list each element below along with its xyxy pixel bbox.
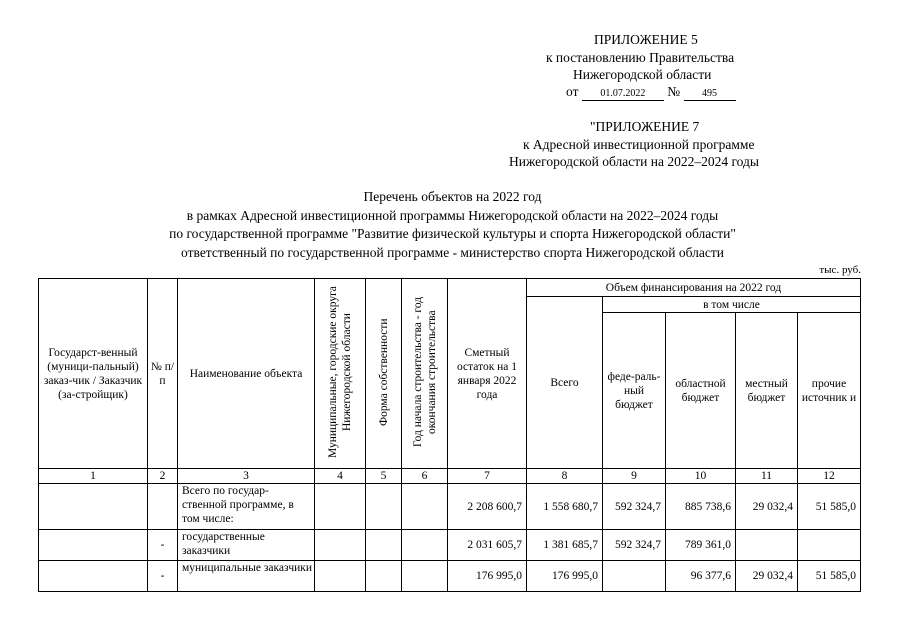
cell-total: 1 558 680,7 [527, 484, 603, 530]
col-num: 8 [527, 469, 603, 484]
cell-municipality [315, 484, 366, 530]
cell-regional: 96 377,6 [666, 561, 736, 592]
cell-customer [39, 561, 148, 592]
col-num: 3 [178, 469, 315, 484]
header-federal: феде-раль-ный бюджет [603, 313, 666, 469]
table-row [39, 561, 861, 592]
cell-name: муниципальные заказчики [178, 561, 315, 592]
cell-ownership [366, 561, 402, 592]
header-funding: Объем финансирования на 2022 год [527, 279, 861, 297]
column-numbers-row [39, 469, 861, 484]
cell-federal: 592 324,7 [603, 530, 666, 561]
cell-total: 176 995,0 [527, 561, 603, 592]
header-municipality: Муниципальные, городские округа Нижегородской области [315, 279, 366, 469]
header-estimate: Сметный остаток на 1 января 2022 года [448, 279, 527, 469]
appendix7-title: "ПРИЛОЖЕНИЕ 7 [590, 119, 700, 134]
col-num: 1 [39, 469, 148, 484]
appendix5-date-line [566, 83, 736, 101]
number-sign: № [667, 84, 681, 99]
cell-estimate: 2 208 600,7 [448, 484, 527, 530]
cell-customer [39, 484, 148, 530]
col-num: 2 [148, 469, 178, 484]
header-local: местный бюджет [736, 313, 798, 469]
header-npp: № п/п [148, 279, 178, 469]
appendix5-title: ПРИЛОЖЕНИЕ 5 [594, 32, 698, 47]
cell-name: Всего по государ-ственной программе, в том числе: [178, 484, 315, 530]
header-regional: областной бюджет [666, 313, 736, 469]
header-total: Всего [527, 297, 603, 469]
col-num: 10 [666, 469, 736, 484]
cell-regional: 789 361,0 [666, 530, 736, 561]
cell-estimate: 176 995,0 [448, 561, 527, 592]
cell-other [798, 530, 861, 561]
cell-municipality [315, 561, 366, 592]
col-num: 9 [603, 469, 666, 484]
heading-line4: ответственный по государственной программе - министерство спорта Нижегородской области [181, 244, 724, 260]
appendix5-line2: Нижегородской области [573, 67, 712, 82]
cell-npp: - [148, 561, 178, 592]
units-label: тыс. руб. [819, 264, 861, 276]
appendix5-line1: к постановлению Правительства [546, 49, 735, 65]
cell-local [736, 530, 798, 561]
cell-municipality [315, 530, 366, 561]
header-row-1 [39, 279, 861, 297]
heading-line3: по государственной программе "Развитие физической культуры и спорта Нижегородской области" [169, 226, 736, 241]
cell-regional: 885 738,6 [666, 484, 736, 530]
cell-ownership [366, 530, 402, 561]
cell-years [402, 530, 448, 561]
col-num: 5 [366, 469, 402, 484]
cell-federal: 592 324,7 [603, 484, 666, 530]
cell-npp [148, 484, 178, 530]
header-other: прочие источник и [798, 313, 861, 469]
col-num: 12 [798, 469, 861, 484]
appendix7-line2: Нижегородской области на 2022–2024 годы [509, 154, 759, 169]
heading-line2: в рамках Адресной инвестиционной программы Нижегородской области на 2022–2024 годы [186, 207, 719, 223]
col-num: 11 [736, 469, 798, 484]
col-num: 7 [448, 469, 527, 484]
cell-name: государственные заказчики [178, 530, 315, 561]
cell-years [402, 561, 448, 592]
cell-estimate: 2 031 605,7 [448, 530, 527, 561]
objects-table [38, 278, 861, 592]
cell-total: 1 381 685,7 [527, 530, 603, 561]
header-ownership: Форма собственности [366, 279, 402, 469]
cell-other: 51 585,0 [798, 561, 861, 592]
header-customer: Государст-венный (муници-пальный) заказ-чик / Заказчик (за-стройщик) [39, 279, 148, 469]
table-row [39, 530, 861, 561]
table-row [39, 484, 861, 530]
cell-federal [603, 561, 666, 592]
cell-local: 29 032,4 [736, 484, 798, 530]
from-label: от [566, 84, 579, 99]
col-num: 4 [315, 469, 366, 484]
list-heading [0, 188, 905, 262]
heading-line1: Перечень объектов на 2022 год [363, 189, 542, 204]
cell-customer [39, 530, 148, 561]
header-years: Год начала строительства - год окончания строительства [402, 279, 448, 469]
cell-years [402, 484, 448, 530]
resolution-number: 495 [684, 88, 736, 101]
col-num: 6 [402, 469, 448, 484]
cell-ownership [366, 484, 402, 530]
appendix7-line1: к Адресной инвестиционной программе [523, 136, 755, 152]
resolution-date: 01.07.2022 [582, 88, 664, 101]
cell-local: 29 032,4 [736, 561, 798, 592]
cell-other: 51 585,0 [798, 484, 861, 530]
header-including: в том числе [603, 297, 861, 313]
cell-npp: - [148, 530, 178, 561]
header-name: Наименование объекта [178, 279, 315, 469]
